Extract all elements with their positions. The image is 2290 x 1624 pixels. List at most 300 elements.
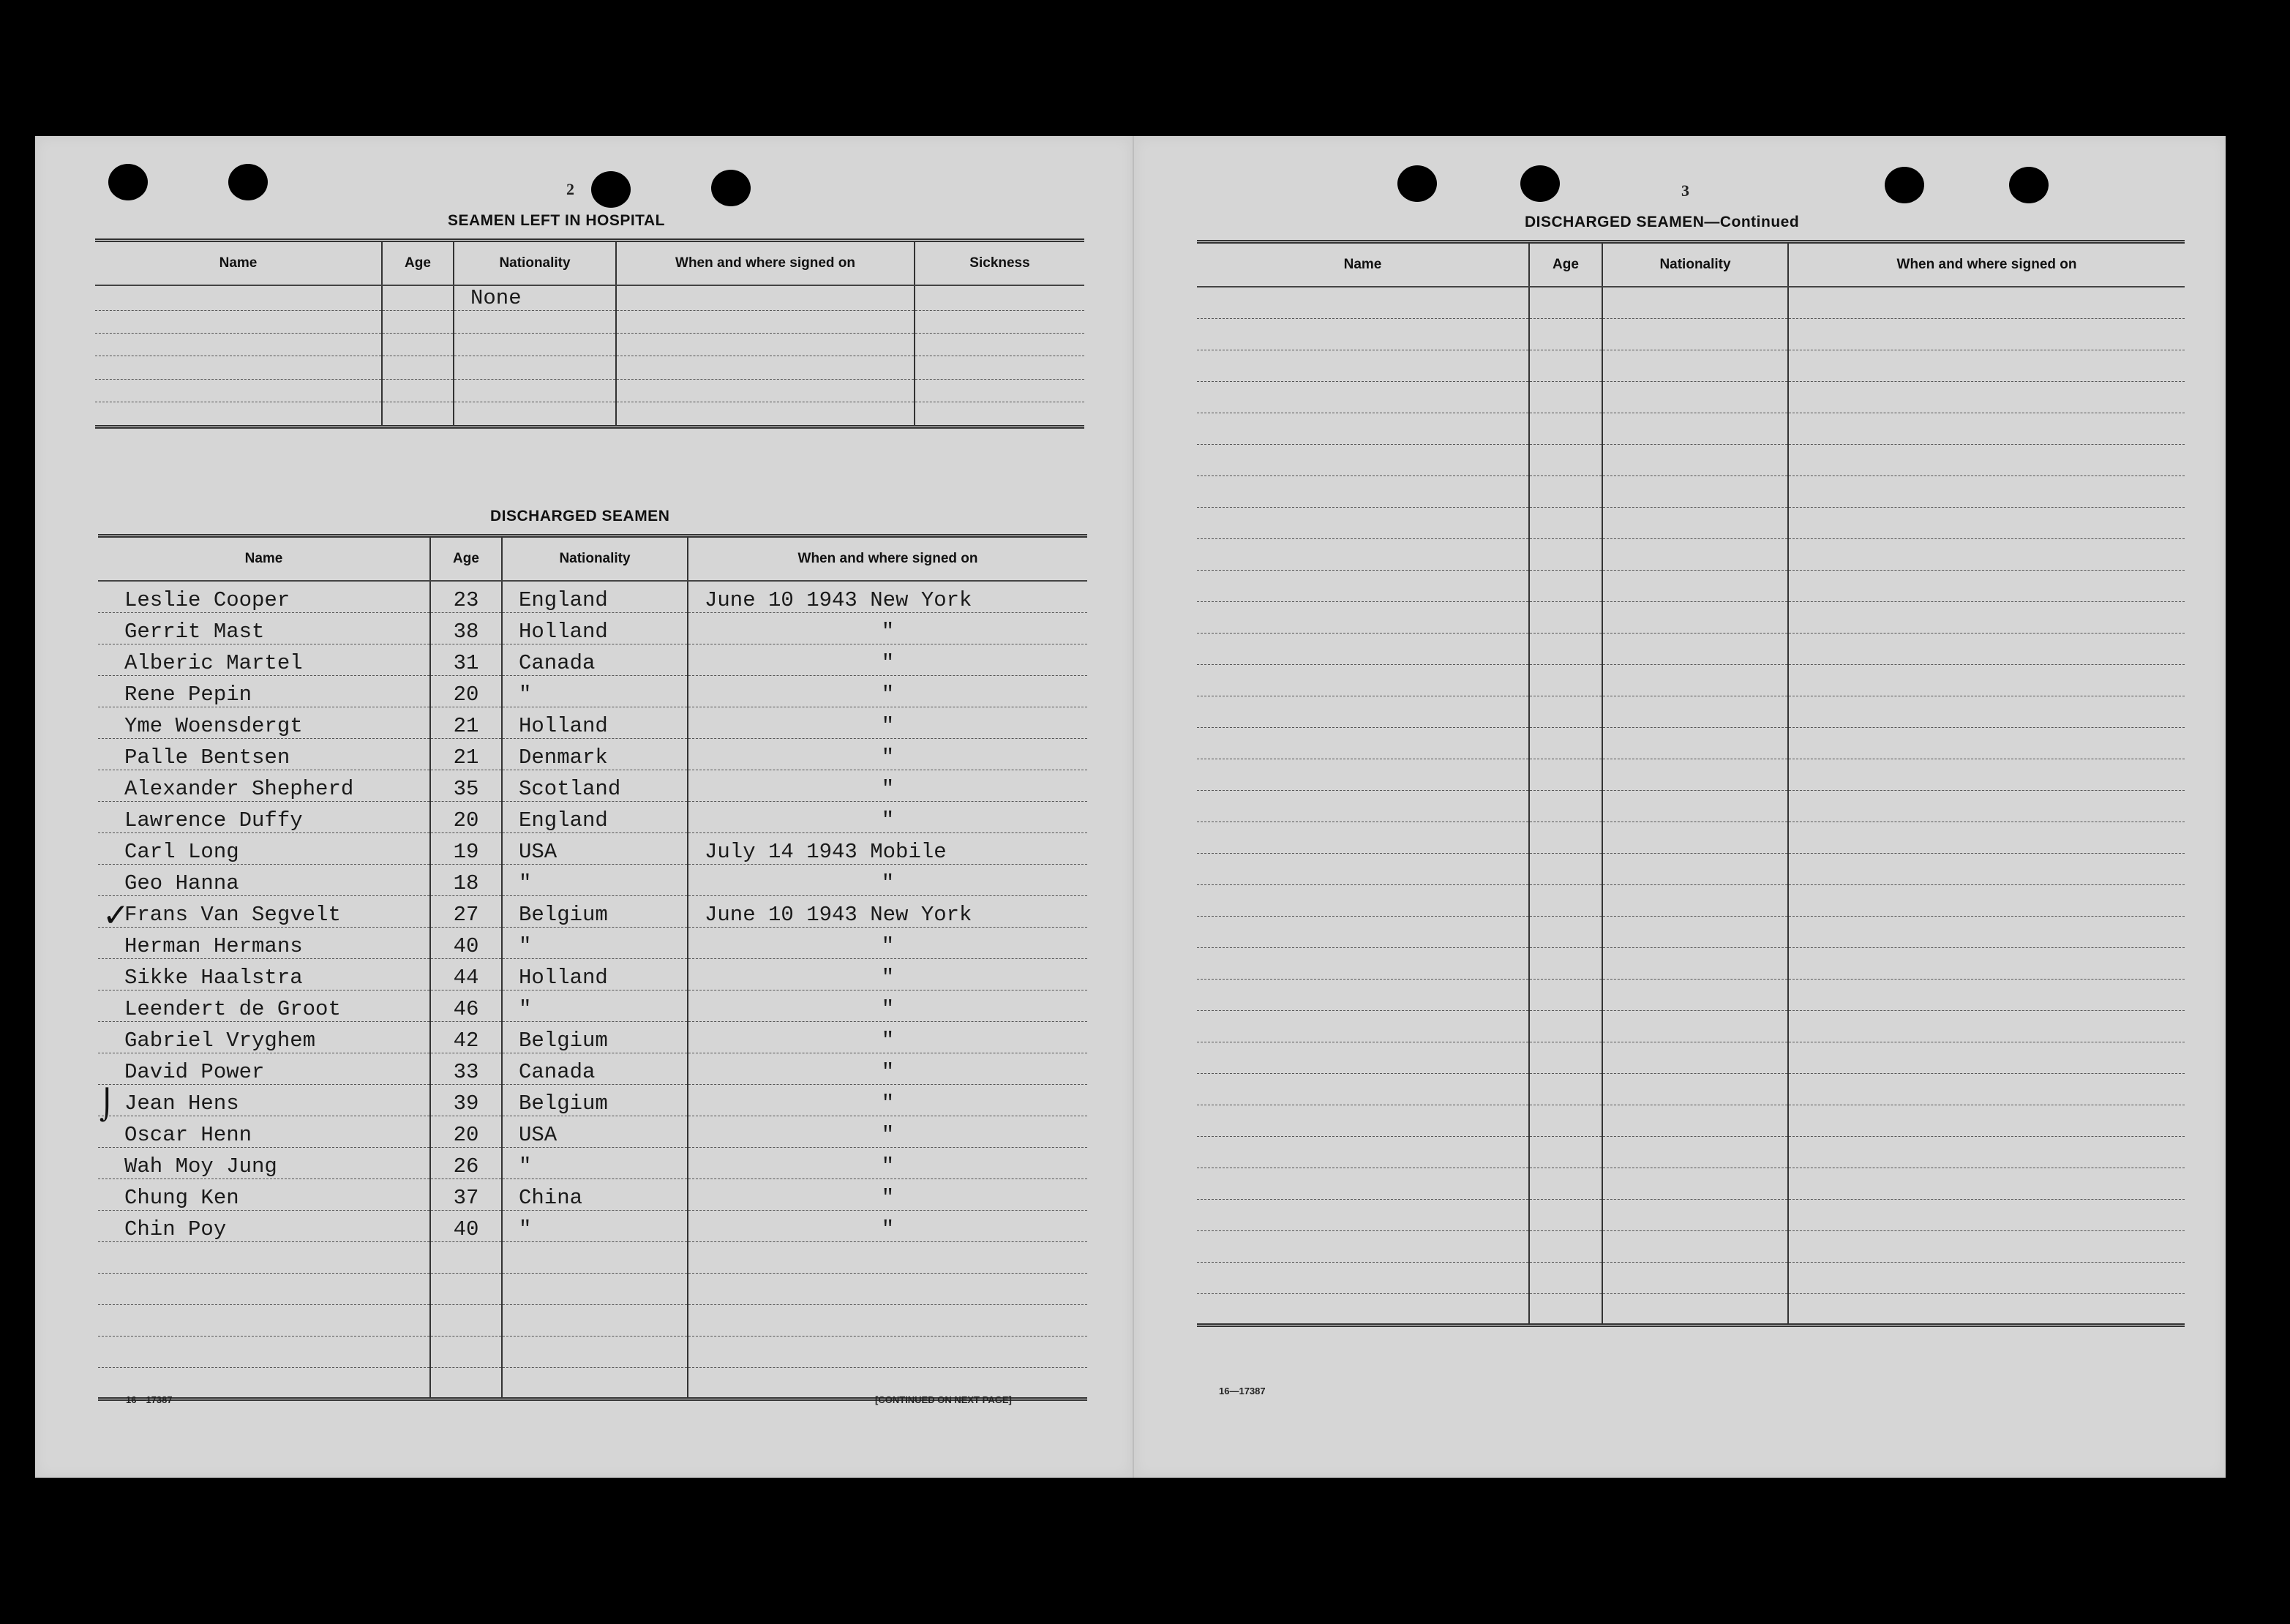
signed-on-cell — [1788, 727, 2185, 759]
age-cell — [1529, 727, 1602, 759]
name-cell — [1197, 318, 1529, 350]
nationality-cell — [1602, 1293, 1788, 1325]
seaman-nationality: " — [502, 1210, 688, 1241]
seaman-signed-on: June 10 1943 New York — [688, 581, 1087, 612]
seaman-nationality: " — [502, 990, 688, 1021]
blank-row — [1197, 1073, 2185, 1105]
age-cell — [1529, 1136, 1602, 1168]
seaman-age: 40 — [430, 927, 502, 958]
sickness-cell — [915, 333, 1084, 356]
signed-on-cell — [1788, 475, 2185, 507]
blank-row — [1197, 759, 2185, 790]
seaman-name: Gerrit Mast — [98, 612, 430, 644]
continued-note: [CONTINUED ON NEXT PAGE] — [875, 1394, 1012, 1405]
nationality-cell — [1602, 822, 1788, 853]
age-cell — [1529, 979, 1602, 1010]
signed-on-cell — [616, 333, 915, 356]
table-row — [98, 644, 1087, 675]
blank-row — [1197, 287, 2185, 318]
nationality-cell — [454, 356, 616, 379]
seaman-age — [430, 1273, 502, 1304]
age-cell — [1529, 475, 1602, 507]
blank-row — [1197, 916, 2185, 947]
seaman-name: David Power — [98, 1053, 430, 1084]
nationality-cell — [1602, 381, 1788, 413]
name-cell — [1197, 1042, 1529, 1073]
sickness-cell — [915, 402, 1084, 426]
table-row — [98, 770, 1087, 801]
name-cell — [1197, 979, 1529, 1010]
table-row — [98, 707, 1087, 738]
seaman-age: 20 — [430, 1116, 502, 1147]
signed-on-cell — [1788, 759, 2185, 790]
signed-on-cell — [1788, 916, 2185, 947]
left-page — [35, 136, 1133, 1478]
name-cell — [95, 310, 382, 333]
table-row — [98, 927, 1087, 958]
nationality-cell — [1602, 1105, 1788, 1136]
title-suffix: —Continued — [1704, 214, 1800, 230]
seaman-nationality — [502, 1367, 688, 1399]
seaman-signed-on: July 14 1943 Mobile — [688, 832, 1087, 864]
blank-row — [1197, 1262, 2185, 1293]
seaman-name: Gabriel Vryghem — [98, 1021, 430, 1053]
column-header-signed-on: When and where signed on — [1788, 242, 2185, 287]
table-row — [98, 581, 1087, 612]
signed-on-cell — [1788, 381, 2185, 413]
table-row — [98, 738, 1087, 770]
nationality-cell — [1602, 350, 1788, 381]
name-cell — [1197, 1199, 1529, 1230]
checkmark-icon: ✓ — [102, 897, 129, 934]
name-cell — [95, 333, 382, 356]
seaman-nationality: USA — [502, 832, 688, 864]
column-header-name: Name — [98, 536, 430, 582]
seaman-name: Leendert de Groot — [98, 990, 430, 1021]
seaman-age: 44 — [430, 958, 502, 990]
name-cell — [1197, 727, 1529, 759]
seaman-nationality: " — [502, 675, 688, 707]
name-cell — [1197, 570, 1529, 601]
seaman-name: Chung Ken — [98, 1178, 430, 1210]
age-cell — [1529, 759, 1602, 790]
seaman-name: Palle Bentsen — [98, 738, 430, 770]
name-cell — [1197, 759, 1529, 790]
discharged-seamen-table — [98, 534, 1087, 1401]
signed-on-cell — [1788, 979, 2185, 1010]
blank-row — [1197, 444, 2185, 475]
seaman-signed-on: " — [688, 1116, 1087, 1147]
seaman-nationality: " — [502, 927, 688, 958]
age-cell — [1529, 1105, 1602, 1136]
signed-on-cell — [1788, 633, 2185, 664]
signed-on-cell — [616, 285, 915, 310]
name-cell — [1197, 1230, 1529, 1262]
form-number: 16—17387 — [126, 1394, 173, 1405]
seaman-signed-on: " — [688, 1210, 1087, 1241]
seaman-age: 23 — [430, 581, 502, 612]
signed-on-cell — [1788, 538, 2185, 570]
seaman-name: Lawrence Duffy — [98, 801, 430, 832]
seaman-age: 26 — [430, 1147, 502, 1178]
seaman-nationality: Holland — [502, 707, 688, 738]
signed-on-cell — [1788, 947, 2185, 979]
age-cell — [1529, 350, 1602, 381]
signed-on-cell — [1788, 1042, 2185, 1073]
nationality-cell — [1602, 1168, 1788, 1199]
age-cell — [1529, 1230, 1602, 1262]
blank-row — [1197, 947, 2185, 979]
seaman-name — [98, 1336, 430, 1367]
nationality-cell — [1602, 444, 1788, 475]
nationality-cell — [1602, 759, 1788, 790]
nationality-cell — [1602, 790, 1788, 822]
table-row — [98, 1178, 1087, 1210]
signed-on-cell — [1788, 570, 2185, 601]
blank-row — [1197, 1136, 2185, 1168]
signed-on-cell — [1788, 444, 2185, 475]
seaman-name: Wah Moy Jung — [98, 1147, 430, 1178]
seaman-age: 40 — [430, 1210, 502, 1241]
signed-on-cell — [1788, 413, 2185, 444]
age-cell — [382, 356, 454, 379]
seaman-age: 21 — [430, 738, 502, 770]
table-row — [98, 1116, 1087, 1147]
discharged-seamen-continued-table — [1197, 240, 2185, 1327]
table-row — [98, 1084, 1087, 1116]
name-cell — [1197, 381, 1529, 413]
nationality-cell — [1602, 696, 1788, 727]
binder-hole — [711, 170, 751, 206]
name-cell — [1197, 822, 1529, 853]
table-row — [98, 990, 1087, 1021]
age-cell — [382, 333, 454, 356]
age-cell — [1529, 1168, 1602, 1199]
seaman-signed-on: " — [688, 864, 1087, 895]
name-cell — [1197, 1105, 1529, 1136]
signed-on-cell — [1788, 1073, 2185, 1105]
seaman-age: 37 — [430, 1178, 502, 1210]
signed-on-cell — [1788, 1168, 2185, 1199]
name-cell — [1197, 664, 1529, 696]
age-cell — [1529, 696, 1602, 727]
seaman-nationality: Canada — [502, 1053, 688, 1084]
nationality-cell — [454, 333, 616, 356]
nationality-cell — [1602, 664, 1788, 696]
name-cell — [1197, 413, 1529, 444]
nationality-cell — [1602, 1042, 1788, 1073]
table-row — [98, 1304, 1087, 1336]
name-cell — [1197, 538, 1529, 570]
seaman-signed-on: " — [688, 1084, 1087, 1116]
hospital-row — [95, 333, 1084, 356]
seaman-age: 19 — [430, 832, 502, 864]
nationality-cell — [1602, 538, 1788, 570]
hospital-table-body — [95, 285, 1084, 426]
name-cell — [1197, 916, 1529, 947]
name-cell — [1197, 947, 1529, 979]
seaman-name: Oscar Henn — [98, 1116, 430, 1147]
seaman-age — [430, 1367, 502, 1399]
binder-hole — [228, 164, 268, 200]
seaman-nationality — [502, 1273, 688, 1304]
discharged-table-body — [98, 581, 1087, 1399]
seaman-signed-on: " — [688, 770, 1087, 801]
sickness-cell — [915, 379, 1084, 402]
age-cell — [1529, 601, 1602, 633]
blank-row — [1197, 853, 2185, 884]
seaman-nationality: Belgium — [502, 895, 688, 927]
age-cell — [382, 285, 454, 310]
seaman-signed-on: " — [688, 738, 1087, 770]
page-number: 2 — [566, 180, 574, 198]
age-cell — [1529, 1042, 1602, 1073]
table-row — [98, 832, 1087, 864]
nationality-cell — [1602, 1010, 1788, 1042]
seaman-age — [430, 1304, 502, 1336]
seaman-age — [430, 1241, 502, 1273]
nationality-cell — [1602, 287, 1788, 318]
nationality-cell — [1602, 633, 1788, 664]
signed-on-cell — [616, 356, 915, 379]
table-row — [98, 801, 1087, 832]
age-cell — [1529, 916, 1602, 947]
seaman-nationality: Belgium — [502, 1084, 688, 1116]
signed-on-cell — [1788, 822, 2185, 853]
name-cell — [95, 402, 382, 426]
seaman-signed-on: " — [688, 707, 1087, 738]
blank-row — [1197, 1010, 2185, 1042]
signed-on-cell — [1788, 1199, 2185, 1230]
seaman-nationality: China — [502, 1178, 688, 1210]
nationality-cell — [1602, 1199, 1788, 1230]
seaman-signed-on: June 10 1943 New York — [688, 895, 1087, 927]
age-cell — [1529, 1262, 1602, 1293]
table-row — [98, 1241, 1087, 1273]
name-cell — [95, 356, 382, 379]
table-row — [98, 1273, 1087, 1304]
signed-on-cell — [1788, 884, 2185, 916]
nationality-cell — [1602, 1073, 1788, 1105]
seaman-name: Yme Woensdergt — [98, 707, 430, 738]
blank-row — [1197, 727, 2185, 759]
continued-section-title — [1525, 214, 1799, 231]
right-page — [1133, 136, 2226, 1478]
blank-row — [1197, 664, 2185, 696]
signed-on-cell — [1788, 1105, 2185, 1136]
blank-row — [1197, 1042, 2185, 1073]
seaman-age: 46 — [430, 990, 502, 1021]
column-header-signed-on: When and where signed on — [688, 536, 1087, 582]
sickness-cell — [915, 356, 1084, 379]
nationality-cell — [1602, 727, 1788, 759]
seaman-signed-on: " — [688, 801, 1087, 832]
seaman-nationality: Scotland — [502, 770, 688, 801]
seaman-name — [98, 1273, 430, 1304]
blank-row — [1197, 1293, 2185, 1325]
nationality-cell — [1602, 884, 1788, 916]
hospital-row — [95, 310, 1084, 333]
nationality-cell — [1602, 318, 1788, 350]
age-cell — [1529, 1199, 1602, 1230]
age-cell — [1529, 287, 1602, 318]
form-number: 16—17387 — [1219, 1386, 1266, 1396]
binder-hole — [1397, 165, 1437, 202]
binder-hole — [591, 171, 631, 208]
seaman-signed-on: " — [688, 1178, 1087, 1210]
seaman-signed-on: " — [688, 990, 1087, 1021]
nationality-cell — [1602, 979, 1788, 1010]
blank-row — [1197, 1230, 2185, 1262]
blank-row — [1197, 1105, 2185, 1136]
binder-hole — [1885, 167, 1924, 203]
blank-row — [1197, 696, 2185, 727]
binder-hole — [1520, 165, 1560, 202]
blank-row — [1197, 507, 2185, 538]
blank-row — [1197, 318, 2185, 350]
hospital-row — [95, 379, 1084, 402]
seaman-signed-on: " — [688, 1053, 1087, 1084]
blank-row — [1197, 822, 2185, 853]
seaman-signed-on — [688, 1304, 1087, 1336]
nationality-cell — [1602, 853, 1788, 884]
column-header-age: Age — [382, 241, 454, 286]
name-cell — [1197, 696, 1529, 727]
name-cell — [1197, 1262, 1529, 1293]
seaman-name: Frans Van Segvelt — [98, 895, 430, 927]
seaman-signed-on — [688, 1336, 1087, 1367]
seaman-age: 42 — [430, 1021, 502, 1053]
seaman-signed-on — [688, 1241, 1087, 1273]
name-cell — [1197, 884, 1529, 916]
blank-row — [1197, 979, 2185, 1010]
nationality-cell — [454, 379, 616, 402]
signed-on-cell — [1788, 1293, 2185, 1325]
table-row — [98, 1053, 1087, 1084]
age-cell — [1529, 822, 1602, 853]
name-cell — [95, 285, 382, 310]
seaman-age: 20 — [430, 675, 502, 707]
table-row — [98, 675, 1087, 707]
hospital-row — [95, 285, 1084, 310]
name-cell — [1197, 1073, 1529, 1105]
seaman-name: Sikke Haalstra — [98, 958, 430, 990]
seaman-age: 21 — [430, 707, 502, 738]
seaman-nationality: Denmark — [502, 738, 688, 770]
age-cell — [1529, 1010, 1602, 1042]
column-header-signed-on: When and where signed on — [616, 241, 915, 286]
age-cell — [1529, 633, 1602, 664]
seaman-name: Jean Hens — [98, 1084, 430, 1116]
seaman-nationality: Belgium — [502, 1021, 688, 1053]
seaman-age: 27 — [430, 895, 502, 927]
signed-on-cell — [1788, 350, 2185, 381]
name-cell — [1197, 350, 1529, 381]
age-cell — [1529, 318, 1602, 350]
hospital-row — [95, 402, 1084, 426]
nationality-cell — [1602, 1230, 1788, 1262]
age-cell — [1529, 381, 1602, 413]
age-cell — [1529, 570, 1602, 601]
signed-on-cell — [1788, 853, 2185, 884]
name-cell — [1197, 444, 1529, 475]
name-cell — [1197, 507, 1529, 538]
column-header-nationality: Nationality — [1602, 242, 1788, 287]
seaman-age: 20 — [430, 801, 502, 832]
signed-on-cell — [1788, 1010, 2185, 1042]
seaman-name: Rene Pepin — [98, 675, 430, 707]
table-row — [98, 895, 1087, 927]
age-cell — [1529, 444, 1602, 475]
nationality-cell: None — [454, 285, 616, 310]
seaman-name: Chin Poy — [98, 1210, 430, 1241]
age-cell — [1529, 947, 1602, 979]
signed-on-cell — [616, 310, 915, 333]
column-header-age: Age — [1529, 242, 1602, 287]
seaman-signed-on — [688, 1273, 1087, 1304]
seaman-name — [98, 1241, 430, 1273]
nationality-cell — [1602, 413, 1788, 444]
name-cell — [1197, 1010, 1529, 1042]
hospital-section-title: SEAMEN LEFT IN HOSPITAL — [448, 212, 665, 229]
name-cell — [1197, 601, 1529, 633]
signed-on-cell — [1788, 287, 2185, 318]
seaman-age: 39 — [430, 1084, 502, 1116]
seaman-nationality: England — [502, 581, 688, 612]
continued-table-body — [1197, 287, 2185, 1325]
nationality-cell — [1602, 570, 1788, 601]
nationality-cell — [1602, 1262, 1788, 1293]
signed-on-cell — [1788, 601, 2185, 633]
table-row — [98, 1147, 1087, 1178]
nationality-cell — [454, 310, 616, 333]
signed-on-cell — [616, 379, 915, 402]
column-header-sickness: Sickness — [915, 241, 1084, 286]
blank-row — [1197, 413, 2185, 444]
blank-row — [1197, 1168, 2185, 1199]
seaman-signed-on: " — [688, 958, 1087, 990]
discharged-section-title: DISCHARGED SEAMEN — [490, 508, 670, 525]
seaman-name — [98, 1304, 430, 1336]
column-header-nationality: Nationality — [502, 536, 688, 582]
name-cell — [1197, 1168, 1529, 1199]
seaman-name: Geo Hanna — [98, 864, 430, 895]
signed-on-cell — [1788, 1230, 2185, 1262]
binder-hole — [2009, 167, 2049, 203]
column-header-name: Name — [1197, 242, 1529, 287]
age-cell — [1529, 413, 1602, 444]
signed-on-cell — [1788, 507, 2185, 538]
seaman-signed-on: " — [688, 1021, 1087, 1053]
column-header-nationality: Nationality — [454, 241, 616, 286]
seaman-nationality: " — [502, 864, 688, 895]
seaman-signed-on: " — [688, 1147, 1087, 1178]
tick-mark-icon: ⌡ — [100, 1089, 115, 1122]
seaman-name: Alberic Martel — [98, 644, 430, 675]
nationality-cell — [454, 402, 616, 426]
age-cell — [1529, 538, 1602, 570]
seaman-signed-on: " — [688, 612, 1087, 644]
name-cell — [95, 379, 382, 402]
seaman-age: 33 — [430, 1053, 502, 1084]
age-cell — [382, 402, 454, 426]
page-number: 3 — [1681, 181, 1689, 200]
table-row — [98, 1021, 1087, 1053]
table-row — [98, 1336, 1087, 1367]
title-main: DISCHARGED SEAMEN — [1525, 214, 1705, 230]
age-cell — [382, 310, 454, 333]
blank-row — [1197, 884, 2185, 916]
